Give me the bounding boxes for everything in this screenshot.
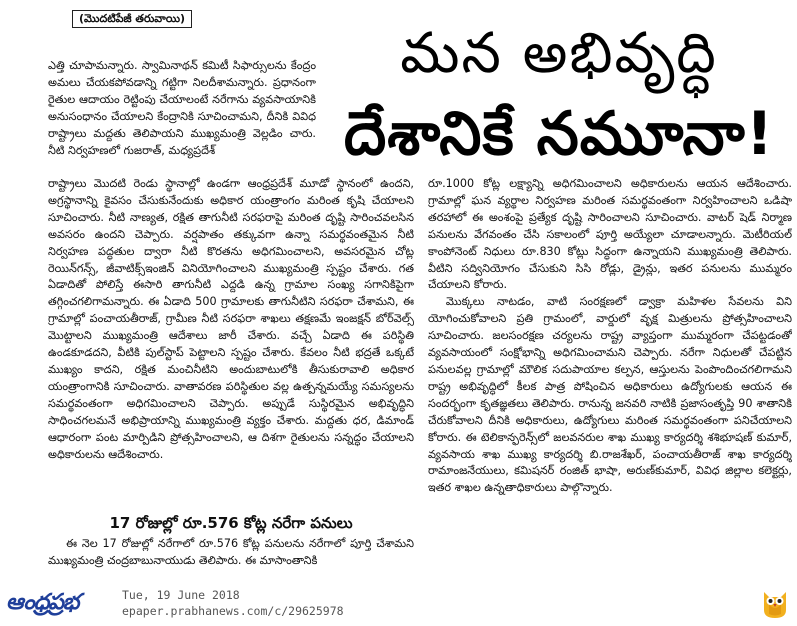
article-column-b xyxy=(48,176,414,506)
headline-line-2: దేశానికే నమూనా! xyxy=(343,99,775,169)
paragraph: ఈ నెల 17 రోజుల్లో నరేగాలో రూ.576 కోట్ల పనులను నరేగాలో పూర్తి చేశామని ముఖ్యమంత్రి చంద్రబాబునాయుడు తెలిపారు. ఈ మాసాంతానికి xyxy=(48,537,414,567)
continued-label: (మొదటిపేజీ తరువాయి) xyxy=(72,10,192,28)
clip-url[interactable]: epaper.prabhanews.com/c/29625978 xyxy=(122,604,344,618)
brand-logo: ఆంధ్రప్రభ xyxy=(6,590,79,615)
article-column-c xyxy=(428,176,792,568)
paragraph: ఎత్తి చూపామన్నారు. స్వామినాథన్ కమిటీ సిఫార్సులను కేంద్రం అమలు చేయకపోవడాన్ని గట్టిగా నిలదీశామన్నారు. ప్రధానంగా రైతుల ఆదాయం రెట్టింపు చేయాలంటే నరేగాను వ్యవసాయానికి అనుసంధానం చేయాలని కేంద్రానికి సూచించామని, దీనికి వివిధ రాష్ట్రాలు మద్దతు తెలిపాయని ముఖ్యమంత్రి వెల్లడిం చారు. నీటి నిర్వహణలో గుజరాత్, మధ్యప్రదేశ్ xyxy=(48,59,316,157)
owl-icon xyxy=(760,586,790,620)
paragraph: రాష్ట్రాలు మొదటి రెండు స్థానాల్లో ఉండగా ఆంధ్రప్రదేశ్ మూడో స్థానంలో ఉందని, అగ్రస్థానాన్ని కైవసం చేసుకునేందుకు అధికార యంత్రాంగం మరింత కృషి చేయాలని సూచించారు. నీటి నాణ్యత, రక్షిత తాగునీటి సరఫరాపై మరింత దృష్టి సారించవలసిన అవసరం ఉందని చెప్పారు. వర్షపాతం తక్కువగా ఉన్నా సమర్థవంతమైన నీటి నిర్వహణ పద్ధతుల ద్వారా నీటి కొరతను అధిగమించాలని, అవసరమైన చోట్ల రెయిన్‌గన్స్, జీవాటిక్స్ఇంజిన్ వినియోగించాలని ముఖ్యమంత్రి స్పష్టం చేశారు. గత ఏడాదితో పోలిస్తే ఈసారి తాగునీటి ఎద్దడి ఉన్న గ్రామాల సంఖ్య సగానికిపైగా తగ్గించగలిగామన్నారు. ఈ ఏడాది 500 గ్రామాలకు తాగునీటిని సరఫరా చేశామని, ఈ గ్రామాల్లో పంచాయతీరాజ్, గ్రామీణ నీటి సరఫరా శాఖలు తక్షణమే ఇంజక్షన్ బోర్‌వెల్స్ మొట్టాలని ముఖ్యమంత్రి ఆదేశాలు జారీ చేశారు. వచ్చే ఏడాది ఈ పరిస్థితి ఉండకూడదని, వీటికి పుల్‌స్టాప్ పెట్టాలని స్పష్టం చేశారు. కేవలం నీటి భద్రతే ఒక్కటే ముఖ్యం కాదని, రక్షిత మంచినీటిని అందుబాటులోకి తీసుకురావాలి అధికార యంత్రాంగానికి సూచించారు. వాతావరణ పరిస్థితుల వల్ల ఉత్పన్నమయ్యే సమస్యలను సమర్థవంతంగా అధిగమించాలని చెప్పారు. అప్పుడే సుస్థిరమైన అభివృద్ధిని సాధించగలమనే అభిప్రాయాన్ని ముఖ్యమంత్రి వ్యక్తం చేశారు. మద్దతు ధర, డిమాండ్ ఆధారంగా పంట మార్పిడిని ప్రోత్సహించాలని, ఆ దిశగా రైతులను సన్నద్ధం చేయాలని అధికారులను ఆదేశించారు. xyxy=(48,177,414,461)
paragraph: మొక్కలు నాటడం, వాటి సంరక్షణలో డ్వాక్రా మహిళల సేవలను విని యోగించుకోవాలని ప్రతి గ్రామంలో, వార్డులో వృక్ష మిత్రులను ప్రోత్సహించాలని సూచించారు. జలసంరక్షణ చర్యలను రాష్ట్ర వ్యాప్తంగా ముమ్మరంగా చేపట్టడంతో వ్యవసాయంలో సంక్షోభాన్ని అధిగమించామని చెప్పారు. నరేగా నిధులతో చేపట్టిన పనులవల్ల గ్రామాల్లో మౌలిక సదుపాయాల కల్పన, ఆస్తులను పెంపొందించగలిగామని రాష్ట్ర అభివృద్ధిలో కీలక పాత్ర పోషించిన అధికారులు ఉద్యోగులకు ఆయన ఈ సందర్భంగా కృతజ్ఞతలు తెలిపారు. రానున్న జనవరి నాటికి ప్రజాసంతృప్తి 90 శాతానికి చేరుకోవాలని దీనికి అధికారులు, ఉద్యోగులు మరింత సమర్థవంతంగా పనిచేయాలని కోరారు. ఈ టెలికాన్ఫరెన్స్‌లో జలవనరుల శాఖ ముఖ్య కార్యదర్శి శశిభూషణ్ కుమార్, వ్యవసాయ శాఖ ముఖ్య కార్యదర్శి బి.రాజశేఖర్, పంచాయతీరాజ్ శాఖ కార్యదర్శి రామాంజనేయులు, కమిషనర్ రంజిత్ భాషా, అరుణ్‌కుమార్, వివిధ జిల్లాల కలెక్టర్లు, ఇతర శాఖల ఉన్నతాధికారులు పాల్గొన్నారు. xyxy=(428,295,792,495)
edition-date: Tue, 19 June 2018 xyxy=(122,588,240,602)
article-column-a xyxy=(48,58,316,176)
epaper-footer xyxy=(0,580,797,626)
paragraph: రూ.1000 కోట్ల లక్ష్యాన్ని అధిగమించాలని అధికారులను ఆయన ఆదేశించారు. గ్రామాల్లో ఘన వ్యర్థాల నిర్వహణ మరింత సమర్థవంతంగా నిర్వహించాలని ఒడిషా తరహాలో ఈ అంశంపై ప్రత్యేక దృష్టి సారించాలని సూచించారు. వాటర్ షెడ్ నిర్మాణ పనులను వేగవంతం చేసి సకాలంలో పూర్తి అయ్యేలా చూడాలన్నారు. మెటీరియల్ కాంపోనెంట్ నిధులు రూ.830 కోట్లు సిద్ధంగా ఉన్నాయని ముఖ్యమంత్రి తెలిపారు. వీటిని సద్వినియోగం చేసుకుని సిసి రోడ్లు, డ్రైన్లు, ఇతర పనులను ముమ్మరం చేయాలని కోరారు. xyxy=(428,177,792,292)
article-column-b-continued xyxy=(48,536,414,570)
subheading: 17 రోజుల్లో రూ.576 కోట్ల నరేగా పనులు xyxy=(109,514,353,532)
headline-line-1: మన అభివృద్ధి xyxy=(400,21,718,86)
